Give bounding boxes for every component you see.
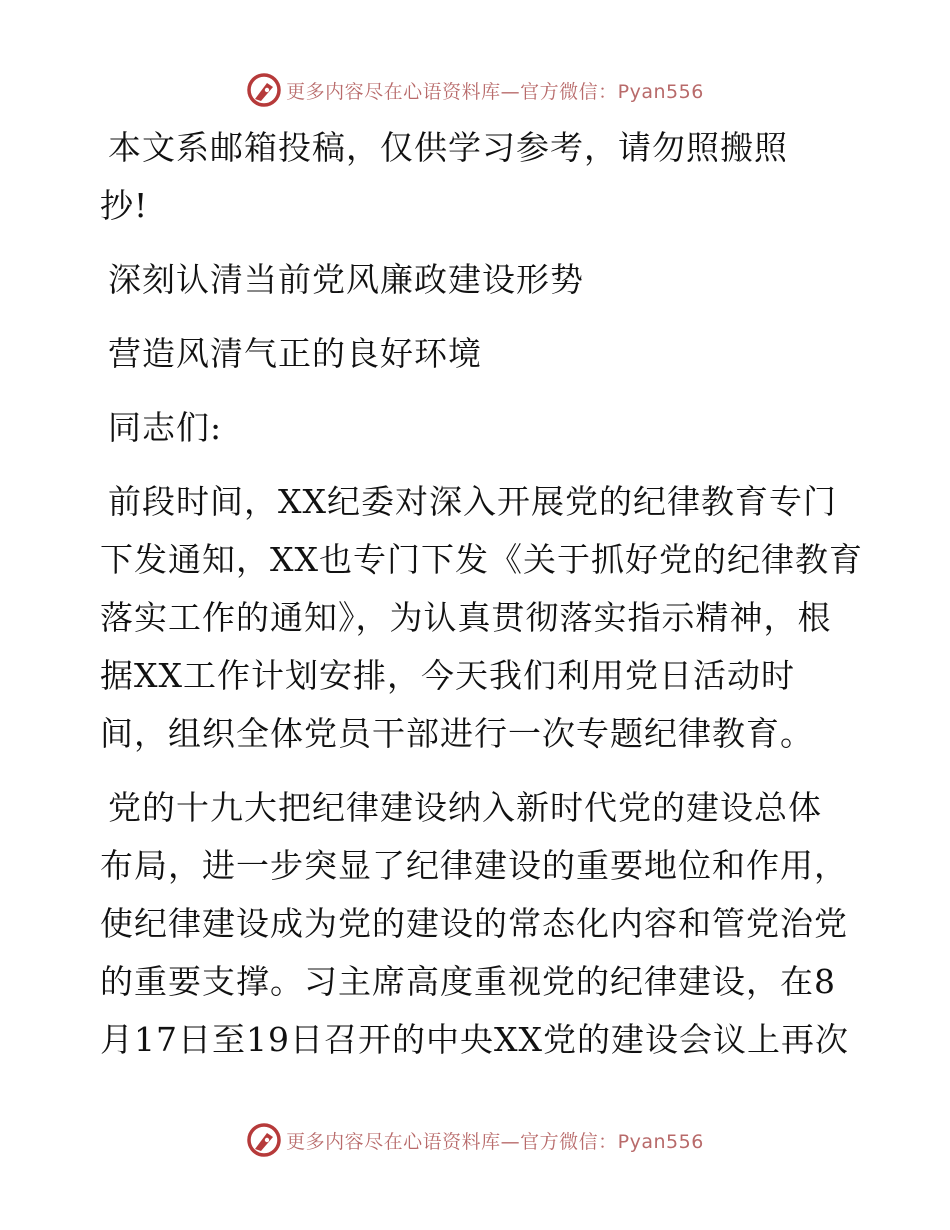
pen-nib-logo-icon: [246, 1122, 282, 1158]
salutation: 同志们:: [108, 408, 223, 447]
watermark-text: 更多内容尽在心语资料库—官方微信：Pyan556: [286, 1130, 704, 1153]
paragraph-1-line: 前段时间，XX纪委对深入开展党的纪律教育专门: [108, 482, 837, 521]
header-watermark-banner: [0, 70, 950, 110]
footer-watermark-banner: [0, 1120, 950, 1160]
paragraph-2-line: 月17日至19日召开的中央XX党的建设会议上再次: [100, 1020, 849, 1059]
paragraph-1-line: 据XX工作计划安排，今天我们利用党日活动时: [100, 656, 795, 695]
paragraph-2-line: 布局，进一步突显了纪律建设的重要地位和作用，: [100, 846, 848, 885]
paragraph-1-line: 下发通知，XX也专门下发《关于抓好党的纪律教育: [100, 540, 863, 579]
title-line-1: 深刻认清当前党风廉政建设形势: [108, 260, 584, 299]
paragraph-2-line: 党的十九大把纪律建设纳入新时代党的建设总体: [108, 788, 822, 827]
watermark-text: 更多内容尽在心语资料库—官方微信：Pyan556: [286, 80, 704, 103]
pen-nib-logo-icon: [246, 72, 282, 108]
title-line-2: 营造风清气正的良好环境: [108, 334, 482, 373]
paragraph-2-line: 的重要支撑。习主席高度重视党的纪律建设，在8: [100, 962, 836, 1001]
disclaimer-line-2: 抄!: [100, 186, 149, 225]
paragraph-1-line: 落实工作的通知》，为认真贯彻落实指示精神，根: [100, 598, 832, 637]
disclaimer-line-1: 本文系邮箱投稿，仅供学习参考，请勿照搬照: [108, 128, 788, 167]
paragraph-2-line: 使纪律建设成为党的建设的常态化内容和管党治党: [100, 904, 848, 943]
paragraph-1-line: 间，组织全体党员干部进行一次专题纪律教育。: [100, 714, 814, 753]
